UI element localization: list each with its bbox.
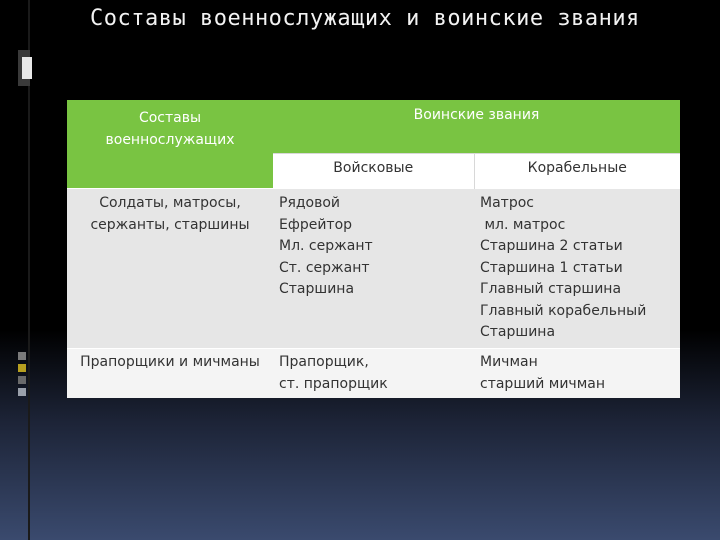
header-ranks-label: Воинские звания: [413, 107, 540, 123]
header-composition: [67, 100, 273, 189]
cell-composition: [67, 349, 273, 399]
subheader-navy: Корабельные: [474, 154, 680, 189]
table-row: [67, 349, 680, 399]
cell-navy-ranks: [474, 189, 680, 349]
rank-item: Главный старшина: [480, 281, 622, 297]
rank-item: мл. матрос: [480, 216, 566, 233]
cell-text: Солдаты, матросы,: [99, 195, 241, 211]
rank-item: Старшина: [480, 324, 556, 340]
table-row: [67, 189, 680, 349]
header-ranks: [273, 100, 680, 154]
cell-navy-ranks: [474, 349, 680, 399]
ranks-table: [67, 100, 680, 398]
subheader-army: Войсковые: [273, 154, 474, 189]
rank-item: Старшина 1 статьи: [480, 259, 623, 276]
rank-item: Ст. сержант: [279, 259, 370, 276]
rank-item: ст. прапорщик: [279, 375, 388, 392]
rank-item: Мичман: [480, 354, 538, 370]
header-composition-line: военнослужащих: [105, 131, 235, 148]
cell-text: сержанты, старшины: [90, 216, 250, 233]
deco-bar: [22, 57, 32, 79]
rank-item: Старшина 2 статьи: [480, 238, 623, 254]
rank-item: Мл. сержант: [279, 238, 373, 254]
rank-item: старший мичман: [480, 375, 606, 392]
rank-item: Ефрейтор: [279, 216, 353, 233]
rank-item: Рядовой: [279, 195, 341, 211]
rank-item: Матрос: [480, 195, 534, 211]
slide-title: Составы военнослужащих и воинские звания: [90, 6, 640, 31]
rank-item: Старшина: [279, 281, 355, 297]
cell-army-ranks: [273, 349, 474, 399]
cell-army-ranks: [273, 189, 474, 349]
header-composition-line: Составы: [138, 110, 202, 126]
deco-square: [18, 352, 26, 360]
rank-item: Главный корабельный: [480, 302, 647, 319]
rank-item: Прапорщик,: [279, 354, 369, 370]
deco-square: [18, 364, 26, 372]
cell-composition: [67, 189, 273, 349]
cell-text: Прапорщики и мичманы: [80, 354, 260, 370]
deco-square: [18, 388, 26, 396]
deco-square: [18, 376, 26, 384]
